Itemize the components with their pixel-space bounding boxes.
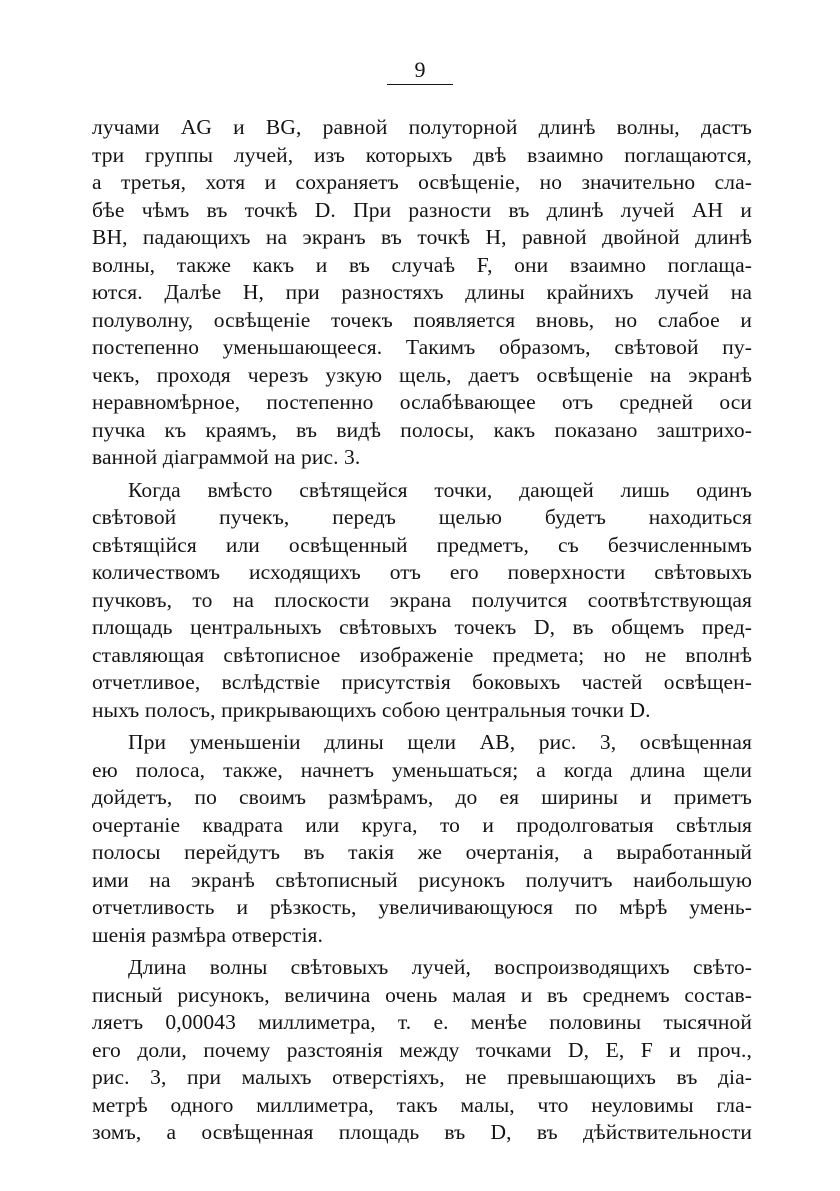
- text-line: площадь центральныхъ свѣтовыхъ точекъ D, въ общемъ пред-: [92, 615, 752, 639]
- text-line: его доли, почему разстоянія между точками D, E, F и проч.,: [92, 1037, 752, 1062]
- text-line: очертаніе квадрата или круга, то и продолговатыя свѣтлыя: [92, 812, 752, 837]
- text-line: дойдетъ, по своимъ размѣрамъ, до ея ширины и приметъ: [92, 785, 752, 809]
- text-line: ванной діаграммой на рис. 3.: [92, 445, 361, 469]
- text-line: Длина волны свѣтовыхъ лучей, воспроизводящихъ свѣто-: [128, 955, 752, 979]
- page-number: 9: [414, 57, 426, 82]
- paragraph-3: [92, 729, 752, 949]
- text-line: шенія размѣра отверстія.: [92, 922, 324, 947]
- text-line: ются. Далѣе H, при разностяхъ длины крайнихъ лучей на: [92, 280, 752, 304]
- paragraph-4: [92, 954, 752, 1147]
- text-line: свѣтовой пучекъ, передъ щелью будетъ находиться: [92, 505, 752, 529]
- text-line: бѣе чѣмъ въ точкѣ D. При разности въ длинѣ лучей AH и: [92, 197, 752, 222]
- text-line: три группы лучей, изъ которыхъ двѣ взаимно поглащаются,: [92, 142, 752, 167]
- text-line: свѣтящійся или освѣщенный предметъ, съ безчисленнымъ: [92, 532, 752, 557]
- text-line: полуволну, освѣщеніе точекъ появляется вновь, но слабое и: [92, 307, 752, 332]
- text-line: лучами AG и BG, равной полуторной длинѣ волны, дастъ: [92, 115, 752, 139]
- text-line: При уменьшеніи длины щели AB, рис. 3, освѣщенная: [128, 730, 752, 754]
- text-line: ляетъ 0,00043 миллиметра, т. е. менѣе половины тысячной: [92, 1010, 752, 1034]
- paragraph-2: [92, 477, 752, 725]
- text-line: ими на экранѣ свѣтописный рисунокъ получитъ наибольшую: [92, 867, 752, 892]
- text-line: волны, также какъ и въ случаѣ F, они взаимно поглаща-: [92, 252, 752, 277]
- body-text: [92, 114, 752, 1147]
- text-line: чекъ, проходя черезъ узкую щель, даетъ освѣщеніе на экранѣ: [92, 362, 752, 387]
- text-line: неравномѣрное, постепенно ослабѣвающее отъ средней оси: [92, 390, 752, 414]
- text-line: отчетливое, вслѣдствіе присутствія боковыхъ частей освѣщен-: [92, 670, 752, 694]
- text-line: постепенно уменьшающееся. Такимъ образомъ, свѣтовой пу-: [92, 335, 752, 359]
- text-line: метрѣ одного миллиметра, такъ малы, что неуловимы гла-: [92, 1092, 752, 1117]
- text-line: полосы перейдутъ въ такія же очертанія, а выработанный: [92, 840, 752, 864]
- text-line: пучковъ, то на плоскости экрана получится соотвѣтствующая: [92, 587, 752, 612]
- text-line: рис. 3, при малыхъ отверстіяхъ, не превышающихъ въ діа-: [92, 1065, 752, 1089]
- text-line: зомъ, а освѣщенная площадь въ D, въ дѣйствительности: [92, 1120, 752, 1144]
- text-line: BH, падающихъ на экранъ въ точкѣ H, равной двойной длинѣ: [92, 225, 752, 249]
- text-line: Когда вмѣсто свѣтящейся точки, дающей лишь одинъ: [128, 477, 752, 502]
- text-line: ныхъ полосъ, прикрывающихъ собою центральныя точки D.: [92, 697, 651, 722]
- text-line: ею полоса, также, начнетъ уменьшаться; а когда длина щели: [92, 757, 752, 782]
- text-line: писный рисунокъ, величина очень малая и въ среднемъ состав-: [92, 982, 752, 1007]
- text-line: ставляющая свѣтописное изображеніе предмета; но не вполнѣ: [92, 642, 752, 667]
- text-line: отчетливость и рѣзкость, увеличивающуюся по мѣрѣ умень-: [92, 895, 752, 919]
- text-line: а третья, хотя и сохраняетъ освѣщеніе, но значительно сла-: [92, 170, 752, 194]
- text-line: количествомъ исходящихъ отъ его поверхности свѣтовыхъ: [92, 560, 752, 584]
- page-number-rule: [387, 84, 453, 85]
- text-line: пучка къ краямъ, въ видѣ полосы, какъ показано заштрихо-: [92, 417, 752, 442]
- paragraph-1: [92, 114, 752, 472]
